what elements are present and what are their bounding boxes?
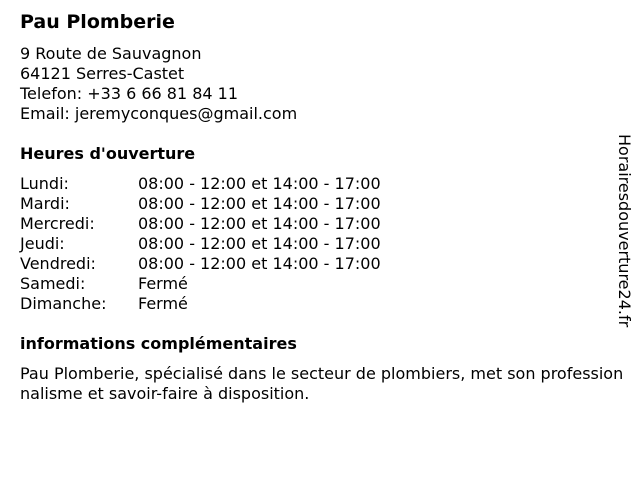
email-address: Email: jeremyconques@gmail.com xyxy=(20,104,298,123)
day-label: Vendredi: xyxy=(20,254,96,273)
day-label: Mercredi: xyxy=(20,214,95,233)
hours-row-saturday xyxy=(20,274,440,294)
day-hours: 08:00 - 12:00 et 14:00 - 17:00 xyxy=(138,174,381,193)
day-hours: Fermé xyxy=(138,294,188,313)
additional-info-heading: informations complémentaires xyxy=(20,334,297,353)
day-label: Dimanche: xyxy=(20,294,107,313)
hours-row-sunday xyxy=(20,294,440,314)
day-label: Samedi: xyxy=(20,274,86,293)
day-hours: 08:00 - 12:00 et 14:00 - 17:00 xyxy=(138,234,381,253)
site-watermark xyxy=(612,134,636,344)
business-name: Pau Plomberie xyxy=(20,11,175,33)
address-line-1: 9 Route de Sauvagnon xyxy=(20,44,202,63)
phone-number: Telefon: +33 6 66 81 84 11 xyxy=(20,84,239,103)
hours-row-monday xyxy=(20,174,440,194)
contact-block xyxy=(20,44,297,124)
hours-row-thursday xyxy=(20,234,440,254)
opening-hours-heading: Heures d'ouverture xyxy=(20,144,196,163)
hours-row-tuesday xyxy=(20,194,440,214)
opening-hours-table xyxy=(20,174,440,314)
day-label: Jeudi: xyxy=(20,234,65,253)
watermark-text: Horairesdouverture24.fr xyxy=(615,134,634,328)
day-hours: 08:00 - 12:00 et 14:00 - 17:00 xyxy=(138,194,381,213)
day-label: Mardi: xyxy=(20,194,70,213)
hours-row-wednesday xyxy=(20,214,440,234)
day-hours: 08:00 - 12:00 et 14:00 - 17:00 xyxy=(138,214,381,233)
address-line-2: 64121 Serres-Castet xyxy=(20,64,185,83)
day-hours: 08:00 - 12:00 et 14:00 - 17:00 xyxy=(138,254,381,273)
hours-row-friday xyxy=(20,254,440,274)
day-label: Lundi: xyxy=(20,174,69,193)
business-description: Pau Plomberie, spécialisé dans le secteur de plombiers, met son professionnalisme et savoir-faire à disposition. xyxy=(20,364,624,403)
day-hours: Fermé xyxy=(138,274,188,293)
